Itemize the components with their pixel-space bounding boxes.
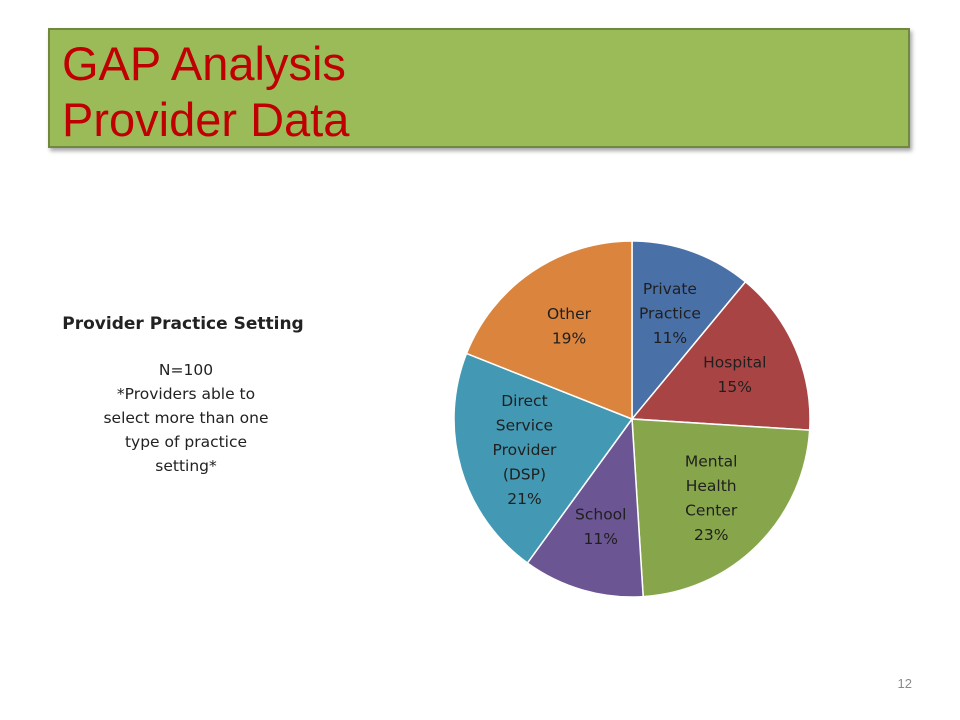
slice-percent-label: 15% — [717, 377, 753, 396]
slice-category-label: Mental — [684, 452, 738, 471]
slice-category-label: Provider — [492, 441, 557, 460]
slide-title-line-1: GAP Analysis — [62, 37, 346, 90]
slice-category-label: (DSP) — [502, 465, 547, 484]
slice-category-label: Practice — [638, 304, 701, 323]
chart-heading: Provider Practice Setting — [62, 314, 304, 334]
sample-note-line: type of practice — [124, 433, 248, 451]
sample-note-line: N=100 — [158, 361, 214, 379]
slice-category-label: Center — [685, 501, 738, 520]
slice-category-label: Other — [547, 305, 592, 324]
sample-note-line: setting* — [155, 457, 217, 475]
slice-percent-label: 23% — [693, 525, 729, 544]
slice-category-label: Service — [495, 416, 554, 435]
slice-percent-label: 11% — [583, 529, 618, 548]
sample-note-line: *Providers able to — [116, 385, 256, 403]
slice-category-label: Hospital — [703, 353, 767, 372]
slice-category-label: Direct — [501, 392, 548, 411]
slice-percent-label: 19% — [551, 329, 587, 348]
slice-percent-label: 21% — [507, 490, 542, 509]
slice-percent-label: 11% — [652, 329, 688, 348]
slice-category-label: School — [575, 505, 627, 524]
slice-category-label: Health — [685, 476, 737, 495]
sample-note-line: select more than one — [103, 409, 269, 427]
slide-title-line-2: Provider Data — [62, 93, 350, 146]
slice-category-label: Private — [642, 280, 697, 299]
page-number: 12 — [897, 676, 912, 691]
